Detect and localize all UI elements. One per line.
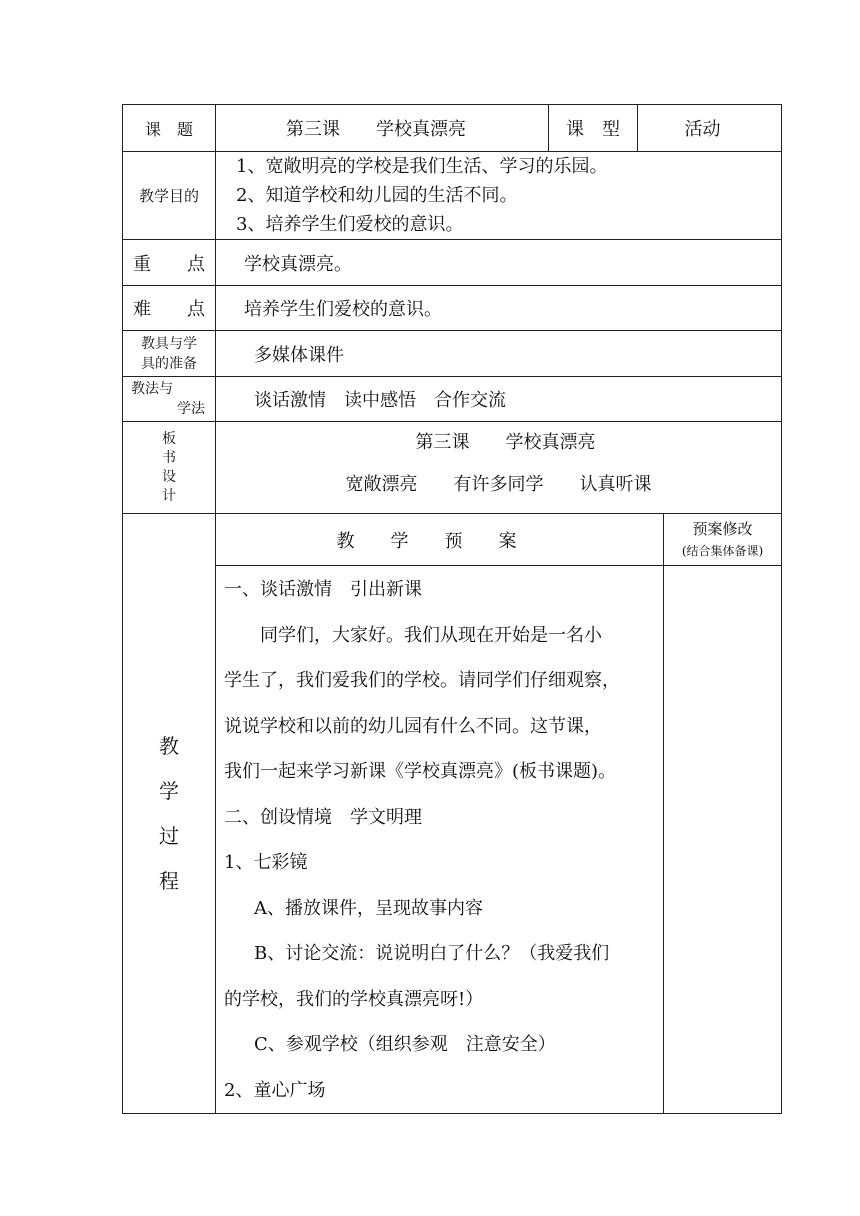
process-line: 我们一起来学习新课《学校真漂亮》(板书课题)。: [224, 761, 617, 782]
topic-label: 课 题: [123, 105, 216, 152]
process-label-char: 程: [159, 868, 179, 893]
process-line: 的学校，我们的学校真漂亮呀!）: [224, 988, 484, 1010]
goal-item: 1、宽敞明亮的学校是我们生活、学习的乐园。: [236, 156, 608, 177]
goal-item: 3、培养学生们爱校的意识。: [236, 214, 464, 235]
process-line: 学生了，我们爱我们的学校。请同学们仔细观察，: [224, 670, 620, 691]
board-label-char: 板: [162, 430, 176, 447]
process-line: 说说学校和以前的幼儿园有什么不同。这节课，: [224, 715, 602, 737]
topic-row: [123, 105, 782, 152]
tools-value: 多媒体课件: [216, 331, 782, 377]
process-line: C、参观学校（组织参观 注意安全）: [254, 1034, 556, 1055]
board-content: [216, 422, 782, 514]
revision-cell: [664, 566, 782, 1114]
difficulty-label: 难 点: [123, 286, 216, 331]
process-label-char: 教: [159, 733, 179, 758]
process-line: A、播放课件，呈现故事内容: [254, 897, 483, 919]
process-line: 1、七彩镜: [224, 852, 308, 873]
process-line: 2、童心广场: [224, 1079, 326, 1101]
process-line: 一、谈话激情 引出新课: [224, 579, 422, 600]
process-line: 同学们，大家好。我们从现在开始是一名小: [260, 624, 602, 646]
plan-header: 教 学 预 案: [216, 514, 664, 566]
process-label: [123, 514, 216, 1114]
tools-label-line: 具的准备: [141, 355, 197, 372]
methods-value: 谈话激情 读中感悟 合作交流: [216, 377, 782, 422]
key-row: [123, 240, 782, 286]
tools-label: [123, 331, 216, 377]
revision-header: [664, 514, 782, 566]
board-line-1: 第三课 学校真漂亮: [415, 431, 596, 453]
methods-label: [123, 377, 216, 422]
methods-row: [123, 377, 782, 422]
board-label-char: 计: [162, 487, 176, 504]
topic-value: 第三课 学校真漂亮: [216, 105, 549, 152]
difficulty-row: [123, 286, 782, 331]
tools-label-line: 教具与学: [141, 335, 197, 352]
process-label-char: 学: [159, 778, 179, 803]
process-body-row: [123, 566, 782, 1114]
board-label: [123, 422, 216, 514]
board-row: [123, 422, 782, 514]
revision-title: 预案修改: [692, 519, 753, 538]
process-label-char: 过: [159, 823, 179, 848]
type-label: 课 型: [549, 105, 638, 152]
difficulty-value: 培养学生们爱校的意识。: [216, 286, 782, 331]
board-line-2: 宽敞漂亮 有许多同学 认真听课: [345, 473, 652, 495]
type-value: 活动: [638, 105, 782, 152]
key-value: 学校真漂亮。: [216, 240, 782, 286]
lesson-plan-table: [122, 104, 782, 1114]
process-header-row: [123, 514, 782, 566]
board-label-char: 书: [162, 449, 176, 466]
revision-subtitle: (结合集体备课): [681, 543, 764, 558]
key-label: 重 点: [123, 240, 216, 286]
tools-row: [123, 331, 782, 377]
process-content: [216, 566, 664, 1114]
goals-label: 教学目的: [123, 152, 216, 240]
goal-item: 2、知道学校和幼儿园的生活不同。: [236, 185, 518, 206]
methods-label-line: 教法与: [131, 381, 173, 397]
board-label-char: 设: [162, 468, 176, 485]
process-line: B、讨论交流：说说明白了什么？（我爱我们: [254, 943, 610, 964]
goals-row: [123, 152, 782, 240]
methods-label-line: 学法: [177, 401, 205, 417]
process-line: 二、创设情境 学文明理: [224, 806, 422, 828]
goals-list: [216, 152, 782, 240]
